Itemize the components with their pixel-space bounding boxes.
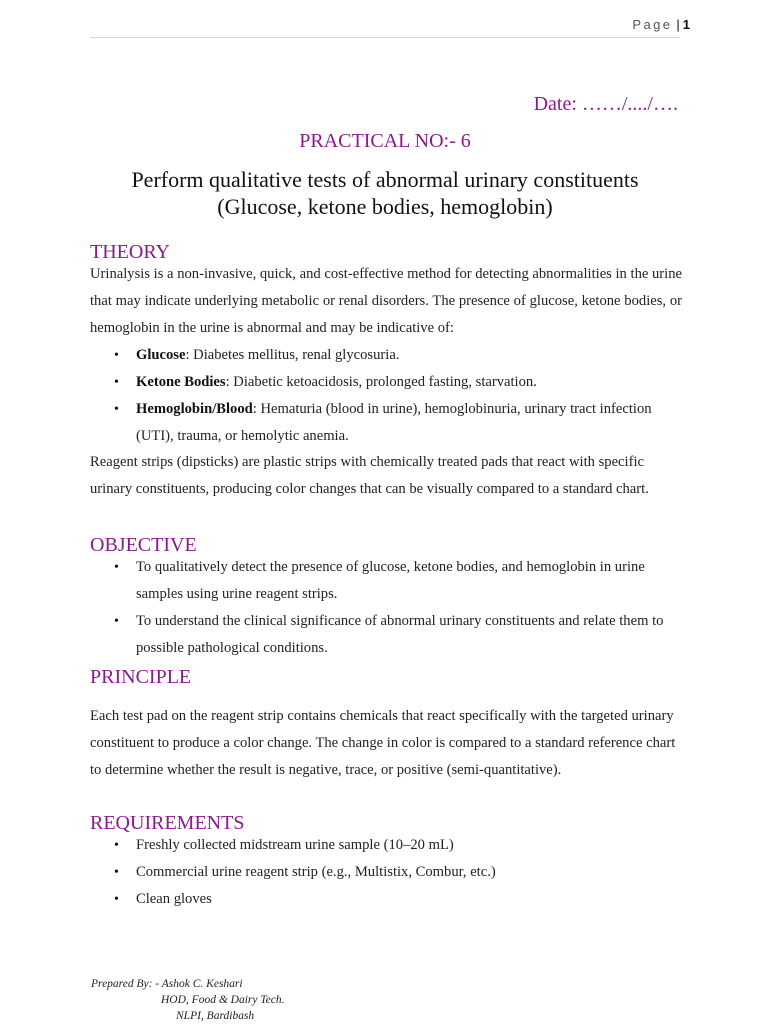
list-item [90, 342, 682, 369]
requirements-list [90, 832, 682, 913]
practical-title [90, 166, 680, 220]
page-separator: | [676, 17, 680, 32]
objective-heading: OBJECTIVE [90, 534, 197, 556]
title-line-2: (Glucose, ketone bodies, hemoglobin) [217, 194, 553, 219]
item-desc: : Diabetes mellitus, renal glycosuria. [185, 347, 400, 363]
title-line-1: Perform qualitative tests of abnormal urinary constituents [131, 167, 639, 192]
theory-list [90, 342, 682, 450]
footer-line-1: Prepared By: - Ashok C. Keshari [91, 978, 243, 990]
item-desc: : Diabetic ketoacidosis, prolonged fasting, starvation. [225, 374, 537, 390]
list-item: • Freshly collected midstream urine sample (10–20 mL) [90, 832, 682, 859]
list-item: • Commercial urine reagent strip (e.g., Multistix, Combur, etc.) [90, 859, 682, 886]
footer-line-2: HOD, Food & Dairy Tech. [161, 994, 285, 1006]
date-line: Date: ……/..../…. [533, 93, 678, 115]
item-term: Glucose [136, 347, 186, 363]
page-label: Page [632, 17, 673, 32]
item-term: Ketone Bodies [136, 374, 226, 390]
theory-intro: Urinalysis is a non-invasive, quick, and cost-effective method for detecting abnormalities in the urine that may indicate underlying metabolic or renal disorders. The presence of glucose, ketone bodies, or hemoglobin in the urine is abnormal and may be indicative of: [90, 266, 682, 336]
prepared-by-footer [91, 976, 285, 1024]
list-item [90, 369, 682, 396]
item-term: Hemoglobin/Blood [136, 401, 253, 417]
principle-heading: PRINCIPLE [90, 666, 192, 688]
theory-outro: Reagent strips (dipsticks) are plastic strips with chemically treated pads that react with specific urinary constituents, producing color changes that can be visually compared to a standard chart. [90, 454, 649, 497]
principle-text: Each test pad on the reagent strip contains chemicals that react specifically with the targeted urinary constituent to produce a color change. The change in color is compared to a standard reference chart to determine whether the result is negative, trace, or positive (semi-quantitative). [90, 708, 676, 778]
list-item [90, 396, 682, 450]
list-item: • To qualitatively detect the presence of glucose, ketone bodies, and hemoglobin in urine samples using urine reagent strips. [90, 554, 682, 608]
list-item: • To understand the clinical significance of abnormal urinary constituents and relate them to possible pathological conditions. [90, 608, 682, 662]
header-divider [90, 37, 680, 38]
objective-list [90, 554, 682, 662]
page-number: 1 [682, 17, 690, 32]
page-number-header [600, 17, 690, 32]
list-item: • Clean gloves [90, 886, 682, 913]
theory-heading: THEORY [90, 241, 170, 263]
footer-line-3: NLPI, Bardibash [176, 1010, 255, 1022]
requirements-heading: REQUIREMENTS [90, 812, 245, 834]
item-desc: : Hematuria (blood in urine), hemoglobinuria, urinary tract infection (UTI), trauma, or hemolytic anemia. [136, 401, 652, 444]
practical-number: PRACTICAL NO:- 6 [299, 130, 471, 152]
